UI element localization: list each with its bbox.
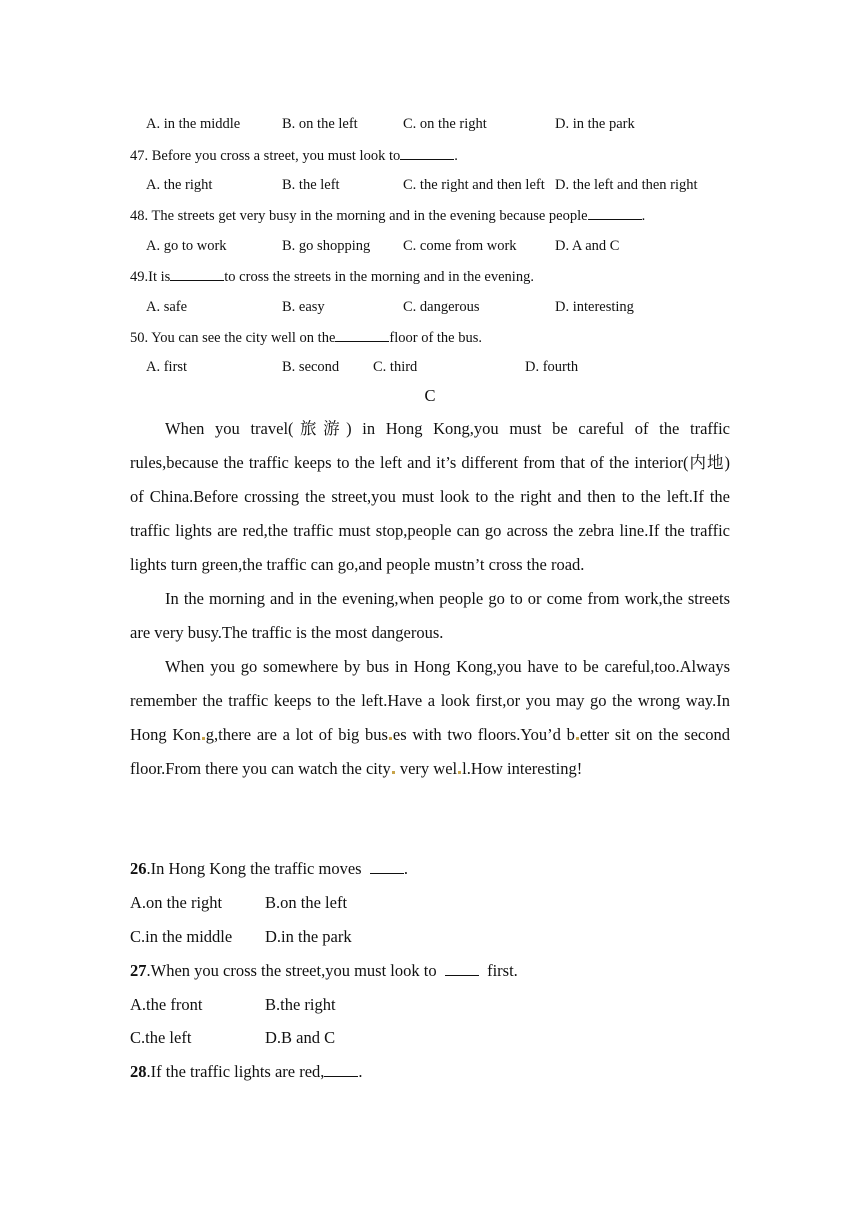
q27-option-a: A.the front [130,995,203,1014]
question-26-stem: .In Hong Kong the traffic moves [146,859,362,878]
q50-option-d: D. fourth [525,359,579,375]
question-27 [130,961,518,981]
q26-option-c: C.in the middle [130,927,233,946]
question-28-stem: .If the traffic lights are red, [146,1062,325,1081]
q50-option-a: A. first [146,359,188,375]
q48-option-b: B. go shopping [282,238,371,254]
question-47 [130,146,458,165]
reading-passage [130,412,730,786]
question-number: 27 [130,961,147,980]
q26-option-b: B.on the left [265,893,348,912]
question-28 [130,1062,363,1082]
passage-text: es with two floors.You’d b [392,725,575,744]
answer-blank [335,328,389,342]
question-49-stem: 49.It is [130,269,171,285]
ink-dot [458,771,461,774]
ink-dot [389,737,392,740]
ink-dot [202,737,205,740]
q47-option-b: B. the left [282,177,340,193]
option-a: A. in the middle [146,116,241,132]
answer-blank [170,267,224,281]
passage-paragraph-2: In the morning and in the evening,when people go to or come from work,the streets are very busy.The traffic is the most dangerous. [130,589,730,642]
q48-option-d: D. A and C [555,238,620,254]
question-number: 28 [130,1062,147,1081]
q27-option-c: C.the left [130,1028,192,1047]
question-50 [130,328,482,347]
option-c: C. on the right [403,116,487,132]
q48-option-c: C. come from work [403,238,517,254]
question-27-end: first. [487,961,518,980]
q50-option-b: B. second [282,359,340,375]
q49-option-d: D. interesting [555,299,634,315]
option-d: D. in the park [555,116,635,132]
answer-blank [324,1062,358,1077]
passage-text: etter sit on the second floor.From there you can watch the city [130,725,730,778]
question-48-end: . [641,208,646,224]
question-number: 26 [130,859,147,878]
question-26 [130,859,408,879]
passage-text: When you go somewhere by bus in Hong Kong,you have to be careful,too.Always remember the traffic keeps to the left.Have a look first,or you may go the wrong way.In Hong Kon [130,657,730,744]
q47-option-d: D. the left and then right [555,177,698,193]
q27-option-b: B.the right [265,995,336,1014]
question-28-end: . [358,1062,363,1081]
ink-dot [392,771,395,774]
q47-option-a: A. the right [146,177,213,193]
q26-option-a: A.on the right [130,893,223,912]
passage-text: very wel [395,759,458,778]
question-48 [130,206,645,225]
answer-blank [370,859,404,874]
answer-blank [400,146,454,160]
question-48-stem: 48. The streets get very busy in the morning and in the evening because people [130,208,588,224]
question-27-stem: .When you cross the street,you must look to [146,961,437,980]
ink-dot [576,737,579,740]
passage-text: l.How interesting! [462,759,583,778]
question-50-end: floor of the bus. [389,330,483,346]
q49-option-c: C. dangerous [403,299,480,315]
section-heading: C [424,386,436,405]
q48-option-a: A. go to work [146,238,227,254]
question-47-stem: 47. Before you cross a street, you must look to [130,148,401,164]
question-50-stem: 50. You can see the city well on the [130,330,336,346]
answer-blank [588,206,642,220]
passage-paragraph-3 [130,650,730,786]
question-49-end: to cross the streets in the morning and in the evening. [224,269,534,285]
answer-blank [445,961,479,976]
option-b: B. on the left [282,116,358,132]
passage-paragraph-1: When you travel(旅游) in Hong Kong,you must be careful of the traffic rules,because the traffic keeps to the left and it’s different from that of the interior(内地) of China.Before crossing the street,you must look to the right and then to the left.If the traffic lights are red,the traffic must stop,people can go across the zebra line.If the traffic lights turn green,the traffic can go,and people mustn’t cross the road. [130,419,730,574]
q26-option-d: D.in the park [265,927,352,946]
question-47-end: . [454,148,458,164]
q47-option-c: C. the right and then left [403,177,545,193]
q27-option-d: D.B and C [265,1028,336,1047]
question-26-end: . [403,859,408,878]
question-49 [130,267,534,286]
passage-text: g,there are a lot of big bus [205,725,388,744]
q49-option-b: B. easy [282,299,325,315]
q49-option-a: A. safe [146,299,188,315]
q50-option-c: C. third [373,359,418,375]
